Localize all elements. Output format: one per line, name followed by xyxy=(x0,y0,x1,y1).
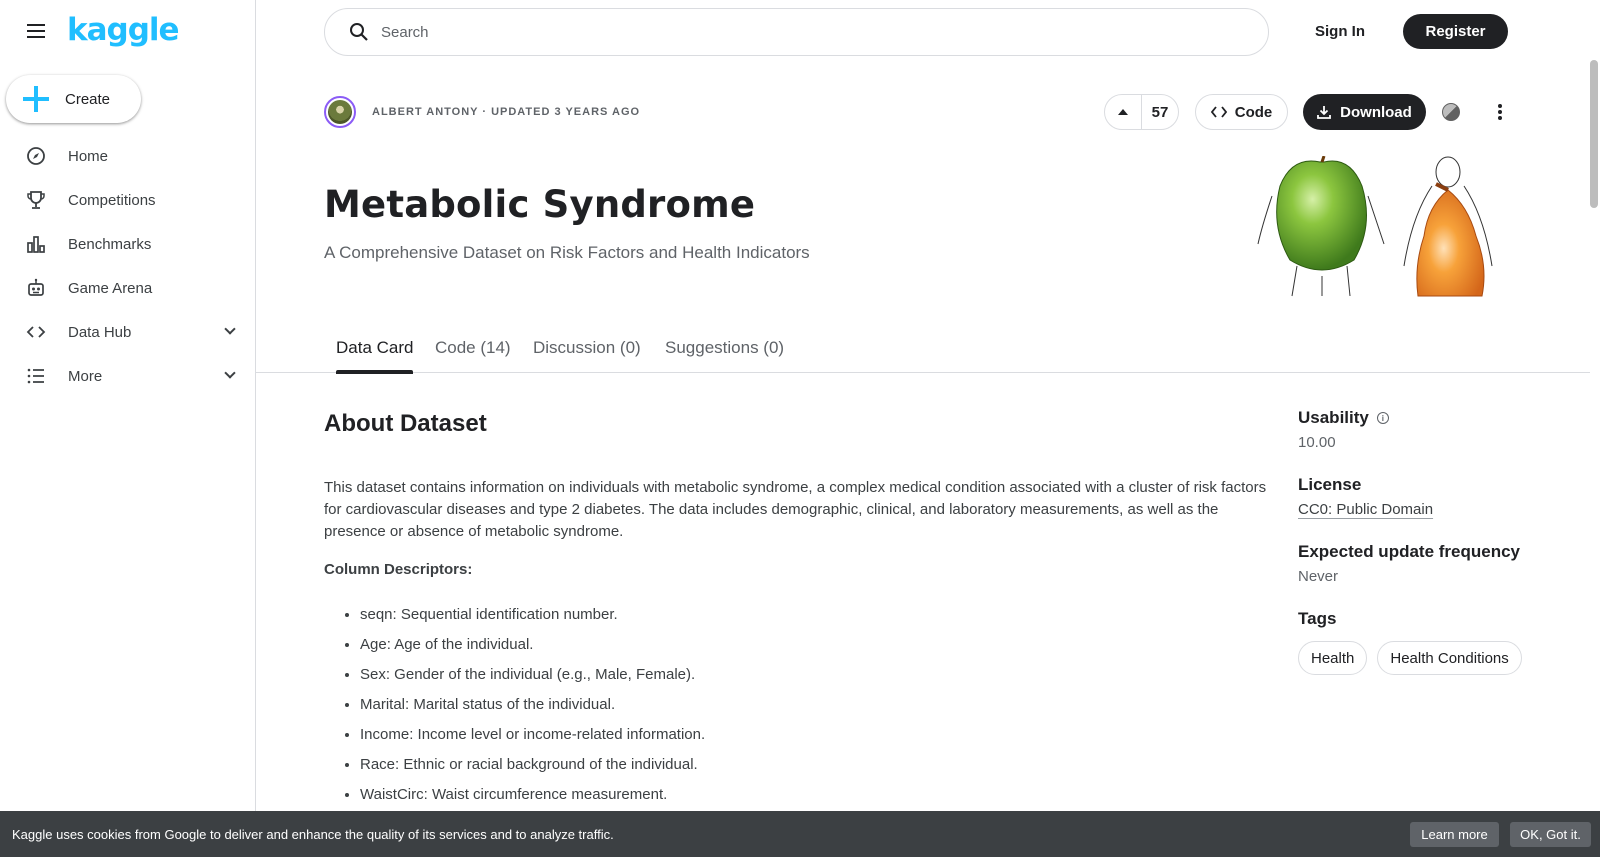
tags-label: Tags xyxy=(1298,609,1337,628)
sidebar-item-label: Data Hub xyxy=(68,323,132,341)
plus-icon xyxy=(23,86,49,112)
tag-chip[interactable]: Health xyxy=(1298,641,1367,675)
sidebar-item-competitions[interactable] xyxy=(0,178,256,222)
usability-heading xyxy=(1298,408,1538,428)
list-item: • Age: Age of the individual. xyxy=(360,635,1260,665)
code-button[interactable] xyxy=(1195,94,1288,130)
tag-chip[interactable]: Health Conditions xyxy=(1377,641,1521,675)
scrollbar-thumb[interactable] xyxy=(1590,60,1598,208)
search-bar[interactable] xyxy=(324,8,1269,56)
sidebar-item-data-hub[interactable] xyxy=(0,310,256,354)
sidebar-item-label: Game Arena xyxy=(68,279,153,297)
page-subtitle: A Comprehensive Dataset on Risk Factors and Health Indicators xyxy=(324,243,810,262)
learn-more-button[interactable]: Learn more xyxy=(1410,822,1499,847)
tab-suggestions[interactable]: Suggestions (0) xyxy=(665,338,785,357)
list-item: • Income: Income level or income-related information. xyxy=(360,725,1260,755)
sidebar-item-label: Benchmarks xyxy=(68,235,152,253)
list-icon xyxy=(26,366,46,386)
trophy-icon xyxy=(26,190,46,210)
license-label: License xyxy=(1298,475,1362,494)
tab-data-card[interactable]: Data Card xyxy=(336,338,413,373)
sidebar-item-benchmarks[interactable] xyxy=(0,222,256,266)
sidebar-item-label: Competitions xyxy=(68,191,156,209)
cookie-banner xyxy=(0,811,1600,857)
code-icon xyxy=(1211,106,1227,118)
create-button[interactable] xyxy=(6,75,141,123)
search-icon xyxy=(349,22,369,42)
code-button-label: Code xyxy=(1234,103,1273,121)
hamburger-menu-icon[interactable] xyxy=(24,20,48,44)
column-descriptors-heading: Column Descriptors: xyxy=(324,561,473,578)
download-icon xyxy=(1317,105,1331,119)
compass-icon xyxy=(26,146,46,166)
search-input[interactable] xyxy=(381,24,1181,41)
tag-list xyxy=(1298,641,1538,675)
create-label: Create xyxy=(65,90,111,108)
robot-icon xyxy=(26,278,46,298)
kaggle-logo[interactable]: kaggle xyxy=(67,12,179,48)
list-item: • Marital: Marital status of the individual. xyxy=(360,695,1260,725)
info-icon[interactable]: i xyxy=(1377,412,1389,424)
download-button[interactable] xyxy=(1303,94,1426,130)
tab-bar xyxy=(256,330,1590,373)
author-byline: ALBERT ANTONY · UPDATED 3 YEARS AGO xyxy=(372,106,641,118)
list-item: • WaistCirc: Waist circumference measurement. xyxy=(360,785,1260,815)
chevron-down-icon[interactable] xyxy=(224,367,235,378)
download-button-label: Download xyxy=(1340,103,1412,121)
bar-chart-icon xyxy=(26,234,46,254)
sign-in-button[interactable]: Sign In xyxy=(1315,22,1365,40)
metadata-panel xyxy=(1298,408,1538,675)
sidebar-item-label: More xyxy=(68,367,103,385)
caret-up-icon xyxy=(1118,109,1128,115)
upvote-button[interactable] xyxy=(1105,95,1142,129)
sidebar xyxy=(0,0,256,857)
tab-code[interactable]: Code (14) xyxy=(435,338,511,357)
sidebar-item-home[interactable] xyxy=(0,134,256,178)
column-list xyxy=(360,605,1260,815)
chevron-down-icon[interactable] xyxy=(224,323,235,334)
avatar[interactable] xyxy=(324,96,356,128)
list-item: • seqn: Sequential identification number. xyxy=(360,605,1260,635)
usability-label: Usability xyxy=(1298,408,1369,427)
update-frequency-label: Expected update frequency xyxy=(1298,542,1521,561)
upvote-widget xyxy=(1104,94,1179,130)
register-button[interactable]: Register xyxy=(1403,14,1508,49)
dataset-description: This dataset contains information on individuals with metabolic syndrome, a complex medical condition associated with a cluster of risk factors for cardiovascular diseases and type 2 diabetes. The data includes demographic, clinical, and laboratory measurements, as well as the presence or absence of metabolic syndrome. xyxy=(324,479,1267,540)
cookie-message: Kaggle uses cookies from Google to deliver and enhance the quality of its services and to analyze traffic. xyxy=(12,826,614,842)
license-link[interactable]: CC0: Public Domain xyxy=(1298,501,1434,518)
sidebar-item-game-arena[interactable] xyxy=(0,266,256,310)
sidebar-nav xyxy=(0,134,256,398)
page-title: Metabolic Syndrome xyxy=(324,183,756,226)
sidebar-item-label: Home xyxy=(68,147,109,165)
theme-toggle-icon[interactable] xyxy=(1442,103,1460,121)
usability-value: 10.00 xyxy=(1298,434,1336,451)
dataset-cover-image xyxy=(1252,156,1512,300)
ok-got-it-button[interactable]: OK, Got it. xyxy=(1510,822,1591,847)
list-item: • Sex: Gender of the individual (e.g., Male, Female). xyxy=(360,665,1260,695)
tab-discussion[interactable]: Discussion (0) xyxy=(533,338,641,357)
list-item: • Race: Ethnic or racial background of the individual. xyxy=(360,755,1260,785)
update-frequency-value: Never xyxy=(1298,568,1339,585)
more-options-icon[interactable] xyxy=(1497,102,1503,122)
code-icon xyxy=(26,322,46,342)
sidebar-item-more[interactable] xyxy=(0,354,256,398)
vote-count[interactable]: 57 xyxy=(1151,103,1169,121)
about-heading: About Dataset xyxy=(324,410,487,437)
